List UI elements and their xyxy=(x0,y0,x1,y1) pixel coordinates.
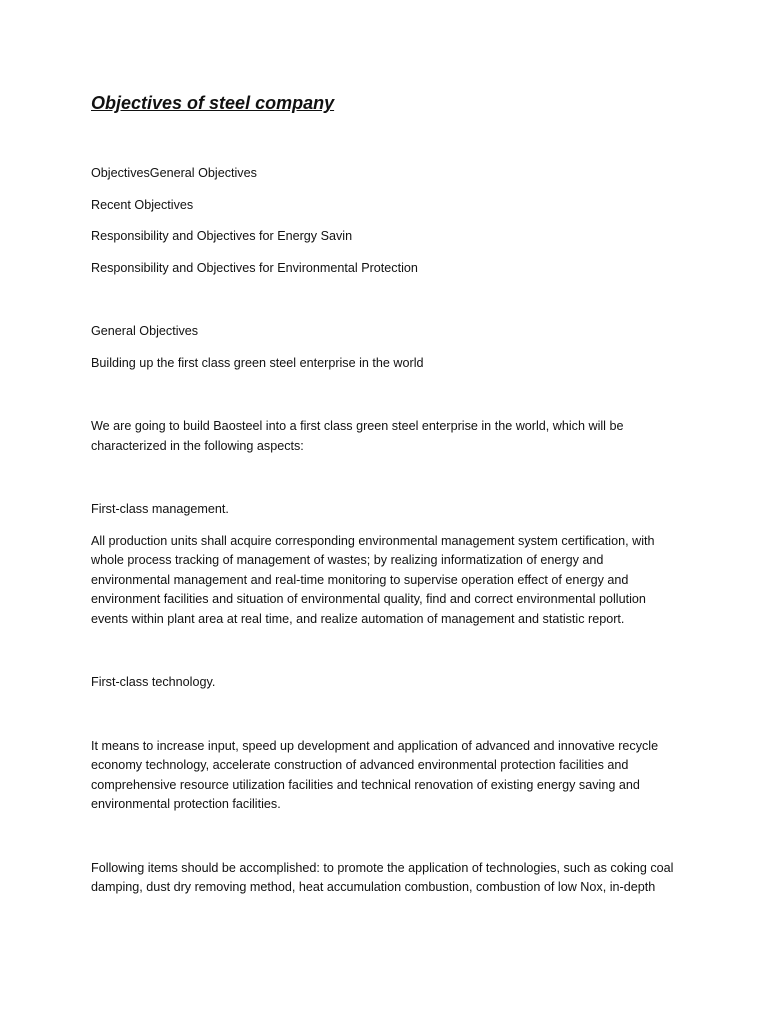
management-paragraph: All production units shall acquire corresponding environmental management system certification, with whole process tracking of management of wastes; by realizing informatization of energy and environmental management and real-time monitoring to supervise operation effect of energy and environment facilities and situation of environmental quality, find and correct environmental pollution events within plant area at real time, and realize automation of management and statistic report. xyxy=(91,533,655,626)
toc-item-environmental-protection: Responsibility and Objectives for Environmental Protection xyxy=(91,260,418,275)
toc-item-general-objectives: ObjectivesGeneral Objectives xyxy=(91,166,257,180)
general-objectives-subheading: Building up the first class green steel enterprise in the world xyxy=(91,355,424,370)
document-content xyxy=(91,90,681,910)
following-items-paragraph: Following items should be accomplished: to promote the application of technologies, such as coking coal damping, dust dry removing method, heat accumulation combustion, combustion of low Nox, in-depth xyxy=(91,860,674,894)
intro-paragraph: We are going to build Baosteel into a first class green steel enterprise in the world, which will be characterized in the following aspects: xyxy=(91,419,624,453)
toc-item-energy-saving: Responsibility and Objectives for Energy Savin xyxy=(91,229,353,243)
document-title: Objectives of steel company xyxy=(91,93,335,113)
management-heading: First-class management. xyxy=(91,502,229,516)
technology-paragraph: It means to increase input, speed up development and application of advanced and innovative recycle economy technology, accelerate construction of advanced environmental protection facilities and comprehensive resource utilization facilities and technical renovation of existing energy saving and environmental protection facilities. xyxy=(91,738,659,811)
toc-item-recent-objectives: Recent Objectives xyxy=(91,197,194,212)
general-objectives-heading: General Objectives xyxy=(91,324,199,338)
technology-heading: First-class technology. xyxy=(91,675,216,689)
